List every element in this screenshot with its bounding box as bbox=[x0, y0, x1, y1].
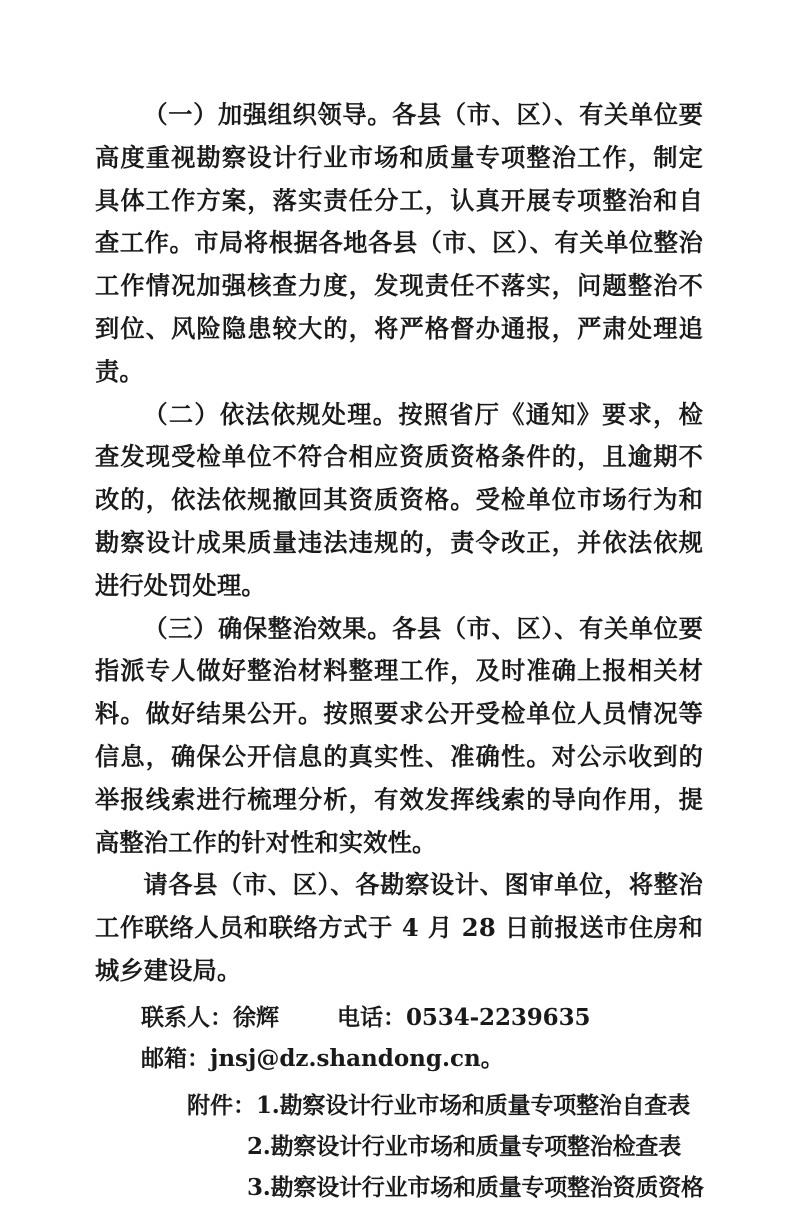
contact-block bbox=[95, 997, 703, 1079]
attachment-line-3 bbox=[95, 1167, 703, 1208]
contact-email-label: 邮箱： bbox=[141, 1044, 210, 1072]
attachment-item-3: 3.勘察设计行业市场和质量专项整治资质资格 bbox=[247, 1173, 704, 1201]
paragraph-section-1: （一）加强组织领导。各县（市、区）、有关单位要高度重视勘察设计行业市场和质量专项整治工作，制定具体工作方案，落实责任分工，认真开展专项整治和自查工作。市局将根据各地各县（市、区）、有关单位整治工作情况加强核查力度，发现责任不落实，问题整治不到位、风险隐患较大的，将严格督办通报，严肃处理追责。 bbox=[95, 100, 703, 386]
attachments-block bbox=[95, 1085, 703, 1208]
contact-person-line bbox=[95, 997, 703, 1038]
contact-email-line bbox=[95, 1038, 703, 1079]
paragraph-submission-request: 请各县（市、区）、各勘察设计、图审单位，将整治工作联络人员和联络方式于 4 月 28 日前报送市住房和城乡建设局。 bbox=[95, 870, 703, 985]
document-body bbox=[95, 94, 703, 1208]
contact-person-label: 联系人： bbox=[141, 1003, 233, 1031]
paragraph-section-2: （二）依法依规处理。按照省厅《通知》要求，检查发现受检单位不符合相应资质资格条件的，且逾期不改的，依法依规撤回其资质资格。受检单位市场行为和勘察设计成果质量违法违规的，责令改正，并依法依规进行处罚处理。 bbox=[95, 399, 703, 600]
attachment-item-1: 1.勘察设计行业市场和质量专项整治自查表 bbox=[256, 1091, 691, 1119]
contact-phone-value: 0534-2239635 bbox=[406, 1003, 591, 1031]
contact-person-name: 徐辉 bbox=[233, 1003, 279, 1031]
contact-phone-label: 电话： bbox=[337, 1003, 406, 1031]
attachment-line-1 bbox=[95, 1085, 703, 1126]
attachments-label: 附件： bbox=[187, 1091, 256, 1119]
paragraph-section-3: （三）确保整治效果。各县（市、区）、有关单位要指派专人做好整治材料整理工作，及时准确上报相关材料。做好结果公开。按照要求公开受检单位人员情况等信息，确保公开信息的真实性、准确性。对公示收到的举报线索进行梳理分析，有效发挥线索的导向作用，提高整治工作的针对性和实效性。 bbox=[95, 613, 703, 857]
attachment-line-2 bbox=[95, 1126, 703, 1167]
contact-email-value: jnsj@dz.shandong.cn。 bbox=[210, 1044, 504, 1072]
attachment-item-2: 2.勘察设计行业市场和质量专项整治检查表 bbox=[247, 1132, 682, 1160]
